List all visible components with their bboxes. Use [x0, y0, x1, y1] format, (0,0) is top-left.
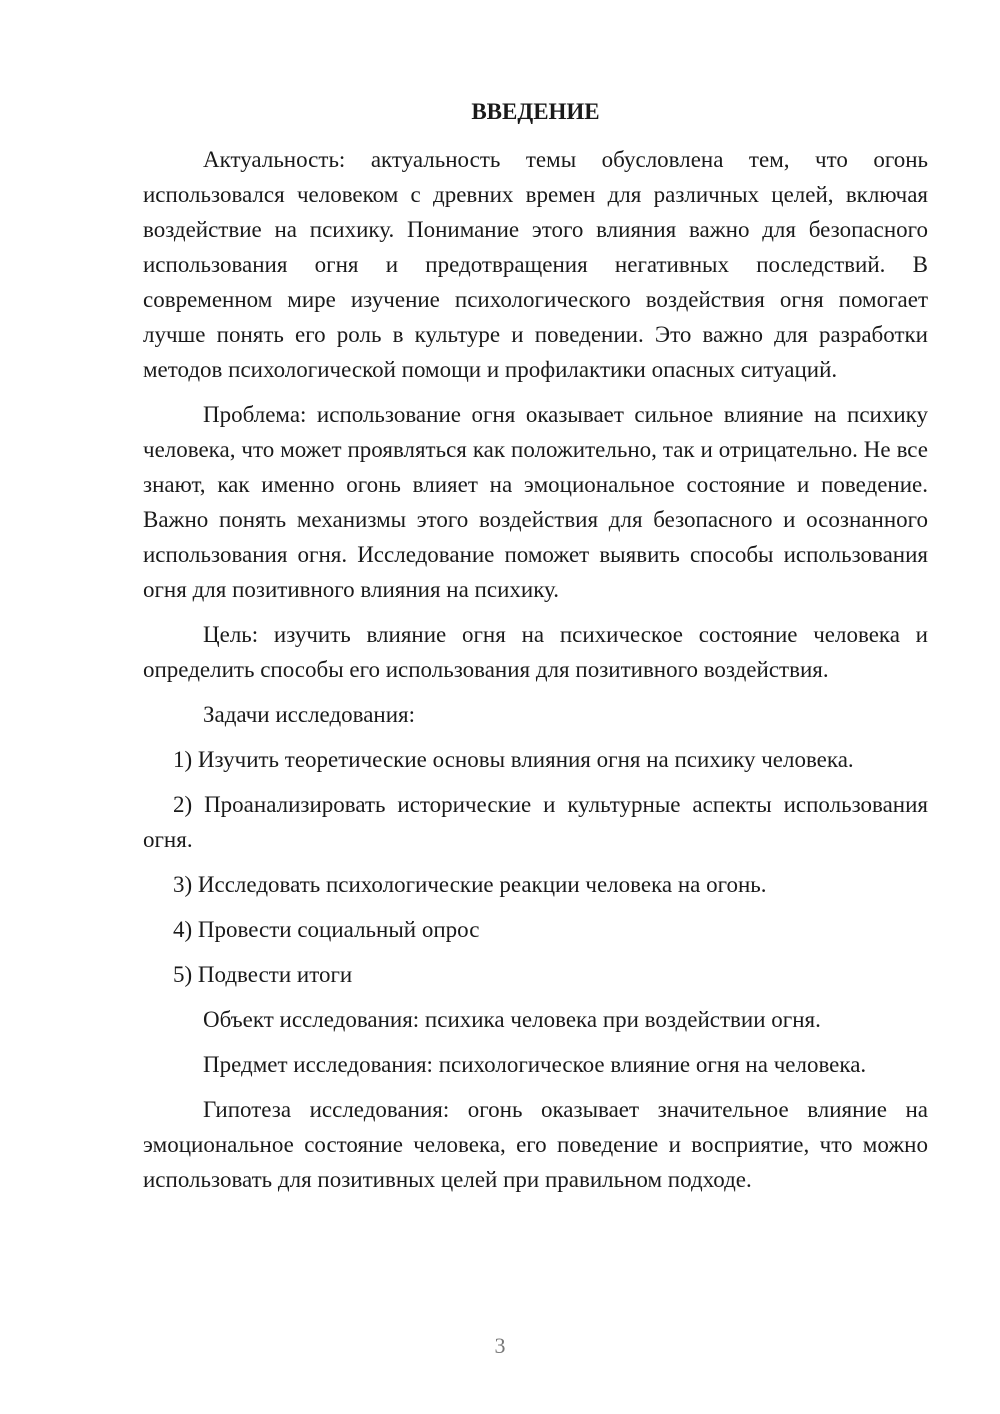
paragraph-hypothesis: Гипотеза исследования: огонь оказывает значительное влияние на эмоциональное состояние человека, его поведение и восприятие, что можно использовать для позитивных целей при правильном подходе.: [143, 1097, 928, 1192]
page-content: [143, 94, 928, 1207]
page-number: 3: [494, 1333, 506, 1358]
paragraph-tasks-heading: Задачи исследования:: [203, 702, 416, 727]
task-item-1: 1) Изучить теоретические основы влияния огня на психику человека.: [173, 747, 854, 772]
task-item-2: 2) Проанализировать исторические и культурные аспекты использования огня.: [143, 792, 928, 852]
paragraph-relevance: Актуальность: актуальность темы обусловлена тем, что огонь использовался человеком с древних времен для различных целей, включая воздействие на психику. Понимание этого влияния важно для безопасного использования огня и предотвращения негативных последствий. В современном мире изучение психологического воздействия огня помогает лучше понять его роль в культуре и поведении. Это важно для разработки методов психологической помощи и профилактики опасных ситуаций.: [143, 147, 928, 382]
task-item-3: 3) Исследовать психологические реакции человека на огонь.: [173, 872, 767, 897]
task-item-5: 5) Подвести итоги: [173, 962, 353, 987]
section-title: ВВЕДЕНИЕ: [471, 99, 600, 124]
task-item-4: 4) Провести социальный опрос: [173, 917, 480, 942]
paragraph-goal: Цель: изучить влияние огня на психическое состояние человека и определить способы его использования для позитивного воздействия.: [143, 622, 928, 682]
paragraph-subject: Предмет исследования: психологическое влияние огня на человека.: [203, 1052, 867, 1077]
paragraph-object: Объект исследования: психика человека при воздействии огня.: [203, 1007, 821, 1032]
paragraph-problem: Проблема: использование огня оказывает сильное влияние на психику человека, что может проявляться как положительно, так и отрицательно. Не все знают, как именно огонь влияет на эмоциональное состояние и поведение. Важно понять механизмы этого воздействия для безопасного и осознанного использования огня. Исследование поможет выявить способы использования огня для позитивного влияния на психику.: [143, 402, 928, 602]
